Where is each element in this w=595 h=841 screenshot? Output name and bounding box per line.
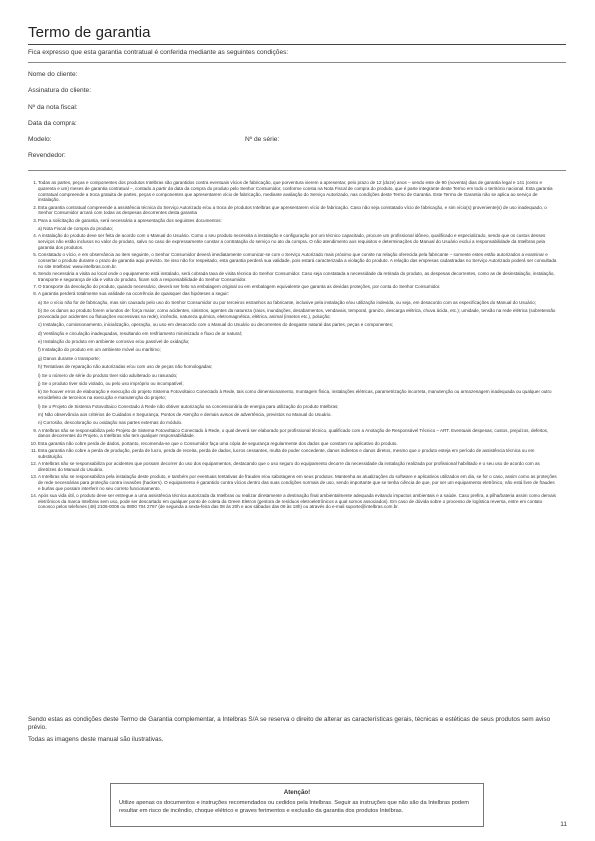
clause-item [28,493,558,510]
clause-text: A instalação do produto deve ser feita de acordo com o Manual do Usuário. Como o seu produto necessita a instalação e configuração por um técnico capacitado, procure um profissional idôneo, qualificado e especializado, sendo que os custos desses serviços não estão inclusos no valor do produto, salvo no caso de expressamente constar a contratação do serviço no ato da compra. O não atendimento aos requisitos e determinações do Manual do Usuário exclui a responsabilidade da Intelbras pela garantia dos produtos. [38,233,546,250]
clause-text: Após sua vida útil, o produto deve ser entregue a uma assistência técnica autorizada da Intelbras ou realizar diretamente a destinação final ambientalmente adequada evitando impactos ambientais e a saúde. Caso prefira, a pilha/bateria assim como demais eletrônicos da marca Intelbras sem uso, pode ser descartado em qualquer ponto de coleta da Green Eletron (gestora de resíduos eletroeletrônicos a qual somos associados). Em caso de dúvida sobre o processo de logística reversa, entre em contato conosco pelos telefones (48) 2106-0006 ou 0800 704 2767 (de segunda a sexta-feira das 08 às 20h e aos sábados das 08 às 18h) ou através do e-mail suporte@intelbras.com.br. [38,492,556,510]
intro-text: Fica expresso que esta garantia contratual é conferida mediante as seguintes condições: [28,49,289,56]
fields-divider [28,170,566,171]
clause-item [28,205,558,217]
clause-number: 5. [33,252,37,258]
clause-sublist [38,300,558,427]
footer-paragraph: Todas as imagens deste manual são ilustrativas. [28,736,164,744]
clause-sublist [38,226,558,232]
title-divider [28,44,566,45]
clause-number: 3. [33,217,37,223]
clause-text: O transporte da devolução do produto, quando necessário, deverá ser feito na embalagem original ou em embalagem equivalente que garanta as devidas proteções, por conta do Senhor Consumidor. [38,283,441,289]
field-nome-label: Nome do cliente: [28,71,78,78]
clause-text: Esta garantia não cobre perda de dados, portanto, recomenda-se que o Consumidor faça uma cópia de segurança regularmente dos dados que constam no aplicativo do produto. [38,440,398,446]
clause-item [28,218,558,232]
clause-item [28,428,558,440]
clause-number: 2. [33,204,37,210]
warranty-clauses [28,180,558,512]
clause-item [28,284,558,290]
field-serie-label: Nº de série: [245,136,280,144]
clause-item [28,474,558,491]
attention-box [110,783,484,827]
clause-subitem: l) Se o Projeto de Sistema Fotovoltaico Conectado à Rede não obtiver autorização na concessionária de energia para utilização do produto Intelbras; [38,403,339,409]
clause-text: A Intelbras não se responsabiliza por acidentes que possam decorrer do uso dos equipamentos, destacando que o uso seguro do equipamento decorre da necessidade da instalação realizada por profissional habilitado e o seu uso de acordo com as diretrizes do Manual do Usuário. [38,460,540,472]
clause-text: Constatado o vício, e em observância ao item seguinte, o Senhor Consumidor deverá imediatamente comunicar-se com o Serviço Autorizado mais próximo que conste na relação oferecida pela fabricante – somente estes estão autorizados a examinar e consertar o produto durante o prazo de garantia aqui previsto. Se isso não for respeitado, esta garantia perderá sua validade, pois estará caracterizada a violação do produto. A relação das empresas cadastradas no Serviço Autorizado poderá ser consultada no site Intelbras: www.intelbras.com.br. [38,252,557,269]
clause-number: 8. [33,291,37,297]
clause-item [28,461,558,473]
clause-number: 11. [31,447,37,453]
clause-number: 6. [33,270,37,276]
clause-text: A Intelbras não se responsabiliza pela instalação deste produto, e também por eventuais tentativas de fraudes e/ou sabotagens em seus produtos. Mantenha as atualizações do software e aplicativos utilizados em dia, se for o caso, assim como as proteções de rede necessárias para proteção contra invasões (hackers). O equipamento é garantido contra vícios dentro das suas condições normais de uso, sendo importante que se tenha ciência de que, por ser um equipamento eletrônico, não está livre de fraudes e burlas que possam interferir no seu correto funcionamento. [38,473,557,491]
clause-number: 4. [33,233,37,239]
clause-number: 10. [30,440,37,446]
clause-number: 12. [30,460,37,466]
field-revendedor-label: Revendedor: [28,152,66,160]
clause-number: 14. [30,492,37,498]
clause-item [28,180,558,203]
clause-number: 9. [33,427,37,433]
clause-subitem: n) Corrosão, descoloração ou oxidação nas partes externas do módulo. [38,420,183,426]
footer-paragraph: Sendo estas as condições deste Termo de Garantia complementar, a Intelbras S/A se reserva o direito de alterar as características gerais, técnicas e estéticas de seus produtos sem aviso prévio. [28,716,551,732]
field-nota-label: Nº da nota fiscal: [28,103,78,111]
clause-subitem: c) Instalação, comissionamento, inicialização, operação, ou uso em desacordo com o Manual do Usuário ou decorrentes do desgaste natural das partes, peças e componentes; [38,322,394,328]
clause-item [28,448,558,460]
intro-divider [28,62,566,63]
clause-subitem: a) Se o vício não for de fabricação, mas sim causado pelo uso do Senhor Consumidor ou por terceiros estranhos ao fabricante, inclusive pela instalação e/ou utilização indevida, ou seja, em desacordo com as especificações do Manual do Usuário; [38,299,536,305]
clause-subitem: a) Nota Fiscal de compra do produto; [38,226,114,232]
clause-text: Esta garantia não cobre a perda de produção, perda de lucro, perda de receita, perda de dados, lucros cessantes, multa de poder concedente, danos indiretos e danos diretos, mesmo que o produto esteja em período de assistência técnica ou em substituição. [38,447,535,459]
clause-text: A garantia perderá totalmente sua validade na ocorrência de quaisquer das hipóteses a seguir: [38,291,230,297]
attention-text: Utilize apenas os documentos e instruções recomendados ou cedidos pela Intelbras. Seguir as instruções que não são da Intelbras podem resultar em risco de incêndio, choque elétrico e graves ferimentos e exclusão da garantia dos produtos Intelbras. [119,800,469,815]
attention-title: Atenção! [283,789,311,796]
clause-item [28,271,558,283]
page-number: 11 [560,821,567,828]
clause-subitem: h) Tentativas de reparação não autorizadas e/ou com uso de peças não homologadas; [38,364,213,370]
clause-number: 7. [33,283,37,289]
clause-subitem: e) Instalação do produto em ambiente corrosivo e/ou passível de oxidação; [38,338,190,344]
clause-number: 1. [33,180,37,185]
clause-subitem: d) Ventilação e circulação inadequadas, resultando em resfriamento minimizado e fluxo de ar natural; [38,330,242,336]
field-assinatura-label: Assinatura do cliente: [28,87,92,95]
clause-subitem: j) Se o produto tiver sido violado, ou pelo uso impróprio ou incompatível; [38,381,184,387]
clause-text: Esta garantia contratual compreende a assistência técnica do Serviço Autorizado e/ou a troca de produtos Intelbras que apresentarem vício de fabricação. Caso não seja constatado vício de fabricação, e sim vício(s) proveniente(s) de uso inadequado, o Senhor Consumidor arcará com todas as despesas decorrentes desta garantia [38,204,547,216]
clause-subitem: f) Instalação do produto em um ambiente móvel ou marítimo; [38,347,161,353]
clause-item [28,441,558,447]
field-modelo-label: Modelo: [28,136,52,144]
clause-number: 13. [30,473,37,479]
clause-item [28,252,558,269]
clause-subitem: i) Se o número de série do produto tiver sido adulterado ou rasurado; [38,372,178,378]
clause-item [28,291,558,426]
field-data-label: Data da compra: [28,119,77,127]
clause-text: A Intelbras não se responsabiliza pelo Projeto de Sistema Fotovoltaico Conectado à Rede, o qual deverá ser elaborado por profissional técnico, qualificado com a Anotação de Responsável Técnico – ART. Eventuais despesas, custos, prejuízos, defeitos, danos decorrentes do Projeto, a Intelbras não tem qualquer responsabilidade. [38,427,549,439]
clause-subitem: k) Se houver erros de elaboração e execução do projeto Sistema Fotovoltaico Conectado à Rede, tais como dimensionamento, montagem física, instalações elétricas, parametrização incorreta, manutenção ou armazenagem inadequada ou qualquer outro erro/defeito de terceiros na execução e manutenção do projeto; [38,389,552,401]
clause-item [28,233,558,250]
clause-text: Para a solicitação de garantia, será necessária a apresentação dos seguintes documentos: [38,217,222,223]
footer-text [28,716,568,749]
clause-subitem: b) Se os danos ao produto forem oriundos de: força maior, como acidentes, sinistros, agentes da natureza (raios, inundações, desabamentos, vendavais, temporal, granizo, descarga elétrica, chuva ácida, etc.); umidade, tensão na rede elétrica (sobretensão provocada por acidentes ou flutuações excessivas na rede), incêndio, natureza química, eletromagnética, elétrica, animal (insetos etc.), poluição; [38,307,556,319]
clause-text: Sendo necessária a visita ao local onde o equipamento está instalado, será cobrada taxa de visita técnica do Senhor Consumidor. Caso seja constatada a necessidade da retirada do produto, as despesas decorrentes, como as de desinstalação, instalação, transporte e segurança de ida e volta do produto, ficam sob a responsabilidade do Senhor Consumidor. [38,270,555,282]
customer-fields [28,71,566,169]
page-title: Termo de garantia [28,24,151,41]
clause-text: Todas as partes, peças e componentes dos produtos Intelbras são garantidos contra eventuais vícios de fabricação, que porventura vierem a apresentar, pelo prazo de 12 (doze) anos – sendo este de 90 (noventa) dias de garantia legal e 141 (cento e quarenta e um) meses de garantia contratual –, contado a partir da data da compra do produto pelo Senhor Consumidor, conforme consta na Nota Fiscal de compra do produto, que é parte integrante deste Termo em todo o território nacional. Esta garantia contratual compreende a troca gratuita de partes, peças e componentes que apresentarem vício de fabricação, mediante avaliação do Serviço Autorizado, nas condições deste Termo de Garantia. Este Termo de Garantia não se aplica ao serviço de instalação. [38,180,553,203]
clause-subitem: g) Danos durante o transporte; [38,355,100,361]
clause-subitem: m) Não observância aos critérios de Cuidados e Segurança, Pontos de Atenção e demais avisos de advertência, previstos no Manual do Usuário. [38,412,332,418]
